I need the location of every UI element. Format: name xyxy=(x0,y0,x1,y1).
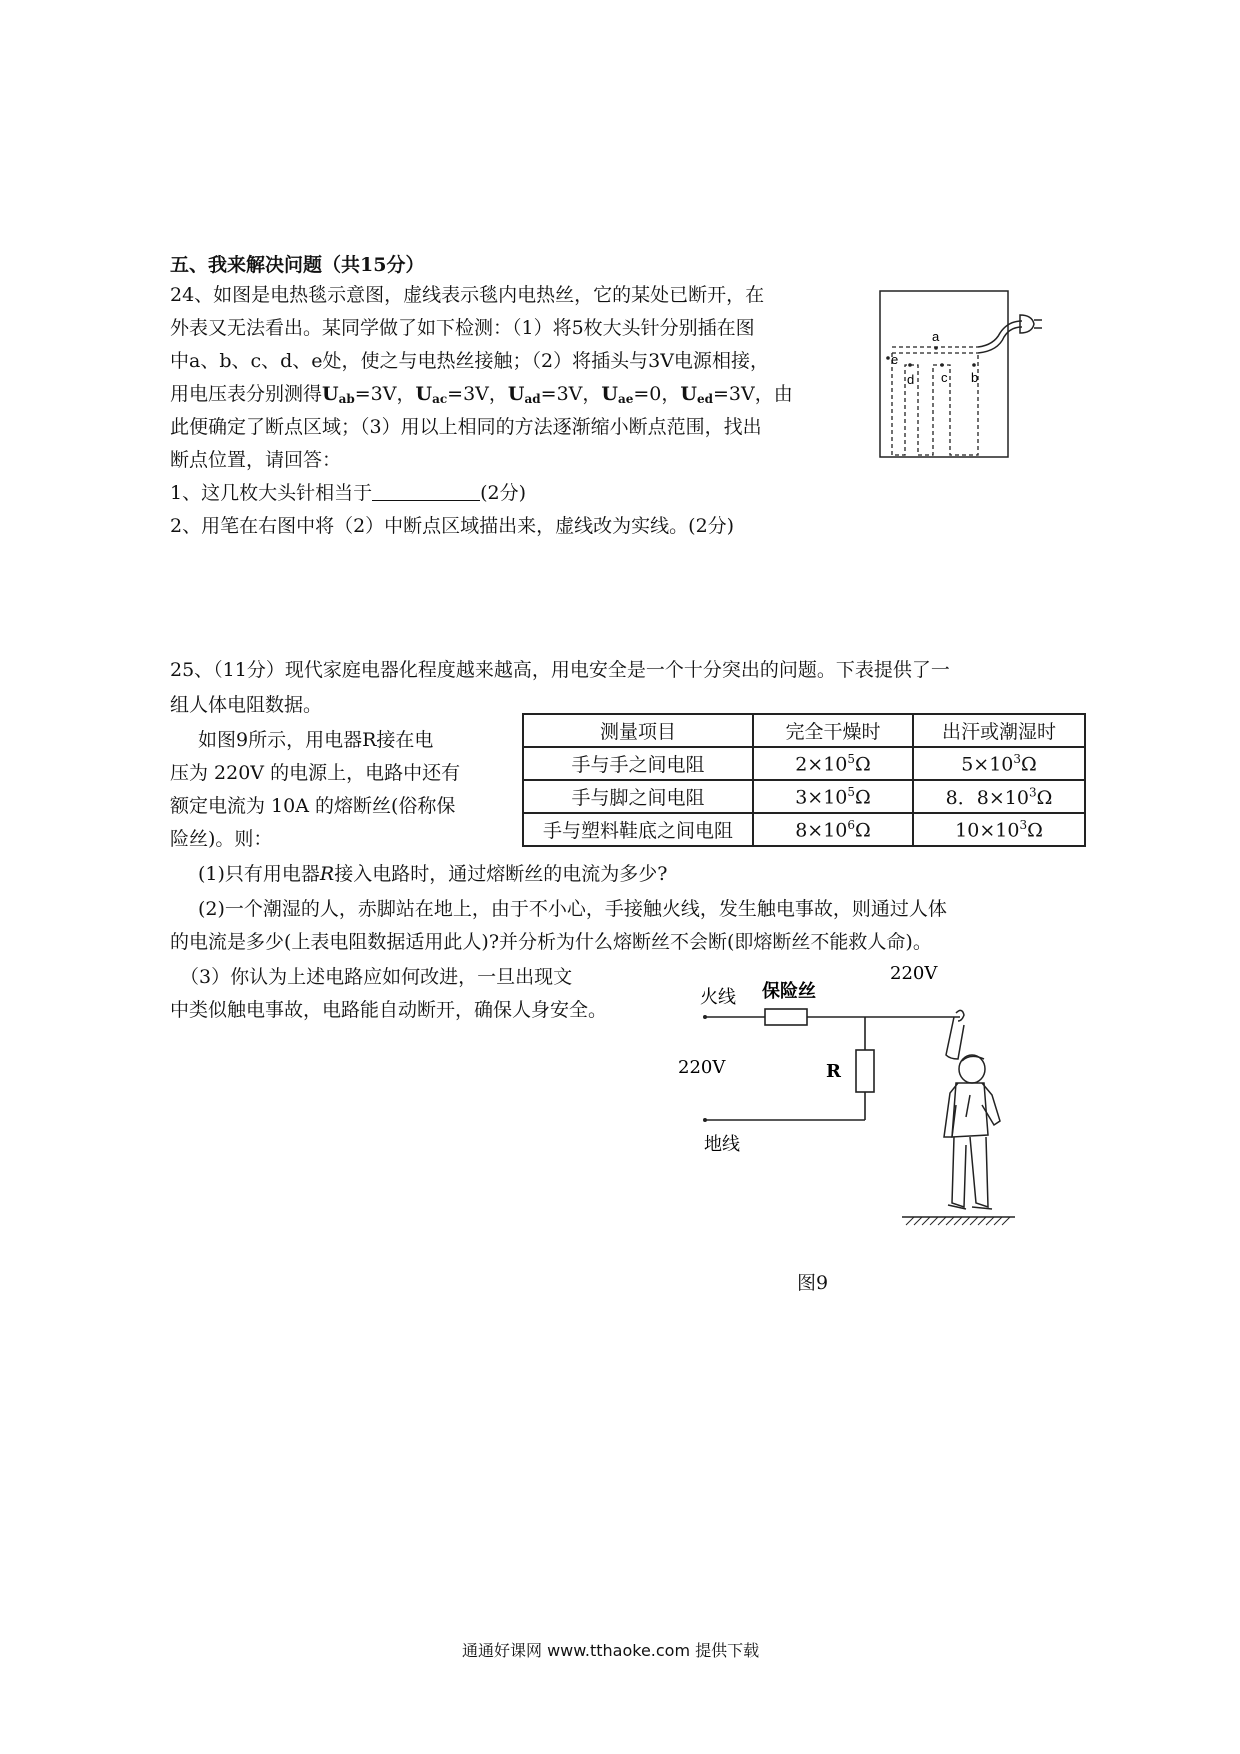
table-row xyxy=(523,747,1085,780)
resistance-table xyxy=(522,713,1086,847)
q24-line1: 24、如图是电热毯示意图，虚线表示毯内电热丝，它的某处已断开，在 xyxy=(170,284,765,306)
q24-line3: 中a、b、c、d、e处，使之与电热丝接触；（2）将插头与3V电源相接， xyxy=(170,350,769,372)
table-cell: $5\times 10^3\Omega$ xyxy=(913,747,1085,780)
label-e: e xyxy=(891,352,899,367)
q24-line2: 外表又无法看出。某同学做了如下检测：（1）将5枚大头针分别插在图 xyxy=(170,317,755,339)
q25-line2: 组人体电阻数据。 xyxy=(170,694,323,716)
table-cell: $3\times 10^5\Omega$ xyxy=(753,780,913,813)
measurement: $U_{ab}=3V$， xyxy=(322,383,416,406)
q25-left-line: 压为 220V 的电源上，电路中还有 xyxy=(170,762,461,784)
table-header: 完全干燥时 xyxy=(753,714,913,747)
measurement: $U_{ed}=3V$，由 xyxy=(680,383,793,406)
pin-b xyxy=(972,363,976,367)
q25-question-3b: 中类似触电事故，电路能自动断开，确保人身安全。 xyxy=(170,999,608,1021)
q25-left-line: 险丝)。则： xyxy=(170,828,273,850)
q25-line1: 25、（11分）现代家庭电器化程度越来越高，用电安全是一个十分突出的问题。下表提供了一 xyxy=(170,659,950,681)
q24-line4-prefix: 用电压表分别测得 xyxy=(170,383,323,405)
q25-left-line: 如图9所示，用电器R接在电 xyxy=(198,729,434,751)
footer: 通通好课网 www.tthaoke.com 提供下载 xyxy=(462,1641,760,1660)
q25-question-2b: 的电流是多少(上表电阻数据适用此人)?并分析为什么熔断丝不会断(即熔断丝不能救人命)。 xyxy=(170,931,932,953)
table-cell: 手与脚之间电阻 xyxy=(523,780,753,813)
resistor-icon xyxy=(856,1050,874,1092)
plug-icon xyxy=(1020,315,1034,333)
q24-sub2: 2、用笔在右图中将（2）中断点区域描出来，虚线改为实线。(2分) xyxy=(170,515,735,537)
table-row xyxy=(523,780,1085,813)
table-cell: $8\times 10^6\Omega$ xyxy=(753,813,913,846)
table-cell: 8．$8\times 10^3\Omega$ xyxy=(913,780,1085,813)
table-cell: $2\times 10^5\Omega$ xyxy=(753,747,913,780)
terminal-live xyxy=(703,1015,707,1019)
measurement: $U_{ad}=3V$， xyxy=(507,383,602,406)
q24-sub1: 1、这几枚大头针相当于 (2分) xyxy=(170,482,527,504)
pin-a xyxy=(934,346,938,350)
table-header: 测量项目 xyxy=(523,714,753,747)
circuit-diagram xyxy=(670,955,1090,1245)
table-cell: $10\times 10^3\Omega$ xyxy=(913,813,1085,846)
table-header: 出汗或潮湿时 xyxy=(913,714,1085,747)
electric-blanket-diagram xyxy=(870,285,1050,465)
label-voltage-top: 220V xyxy=(890,963,938,984)
label-fuse: 保险丝 xyxy=(762,981,816,1002)
measurement: $U_{ae}=0$， xyxy=(601,383,681,406)
section-title: 五、我来解决问题（共15分） xyxy=(170,254,425,276)
pin-c xyxy=(940,363,944,367)
person-icon xyxy=(944,1010,1000,1209)
figure-caption: 图9 xyxy=(797,1272,829,1294)
label-a: a xyxy=(932,329,940,344)
table-header-row xyxy=(523,714,1085,747)
label-b: b xyxy=(971,370,979,385)
pin-e xyxy=(886,356,890,360)
q25-left-line: 额定电流为 10A 的熔断丝(俗称保 xyxy=(170,795,456,817)
pin-d xyxy=(908,363,912,367)
fuse-icon xyxy=(765,1009,807,1025)
table-cell: 手与塑料鞋底之间电阻 xyxy=(523,813,753,846)
q25-question-3a: （3）你认为上述电路应如何改进，一旦出现文 xyxy=(180,966,573,988)
q24-line6: 断点位置，请回答： xyxy=(170,449,342,471)
measurement: $U_{ac}=3V$， xyxy=(415,383,508,406)
label-c: c xyxy=(941,370,948,385)
q25-question-2a: (2)一个潮湿的人，赤脚站在地上，由于不小心，手接触火线，发生触电事故，则通过人体 xyxy=(198,898,947,920)
label-resistor: R xyxy=(826,1061,841,1082)
label-d: d xyxy=(907,372,915,387)
q25-question-1: (1)只有用电器R接入电路时，通过熔断丝的电流为多少? xyxy=(198,863,668,885)
heating-wire xyxy=(892,347,978,455)
terminal-ground xyxy=(703,1118,707,1122)
q24-line5: 此便确定了断点区域；（3）用以上相同的方法逐渐缩小断点范围，找出 xyxy=(170,416,762,438)
label-ground: 地线 xyxy=(704,1134,740,1155)
q24-line4 xyxy=(170,379,793,414)
label-voltage-left: 220V xyxy=(678,1057,726,1078)
table-cell: 手与手之间电阻 xyxy=(523,747,753,780)
answer-blank[interactable] xyxy=(372,480,480,501)
label-live: 火线 xyxy=(700,987,736,1008)
table-row xyxy=(523,813,1085,846)
